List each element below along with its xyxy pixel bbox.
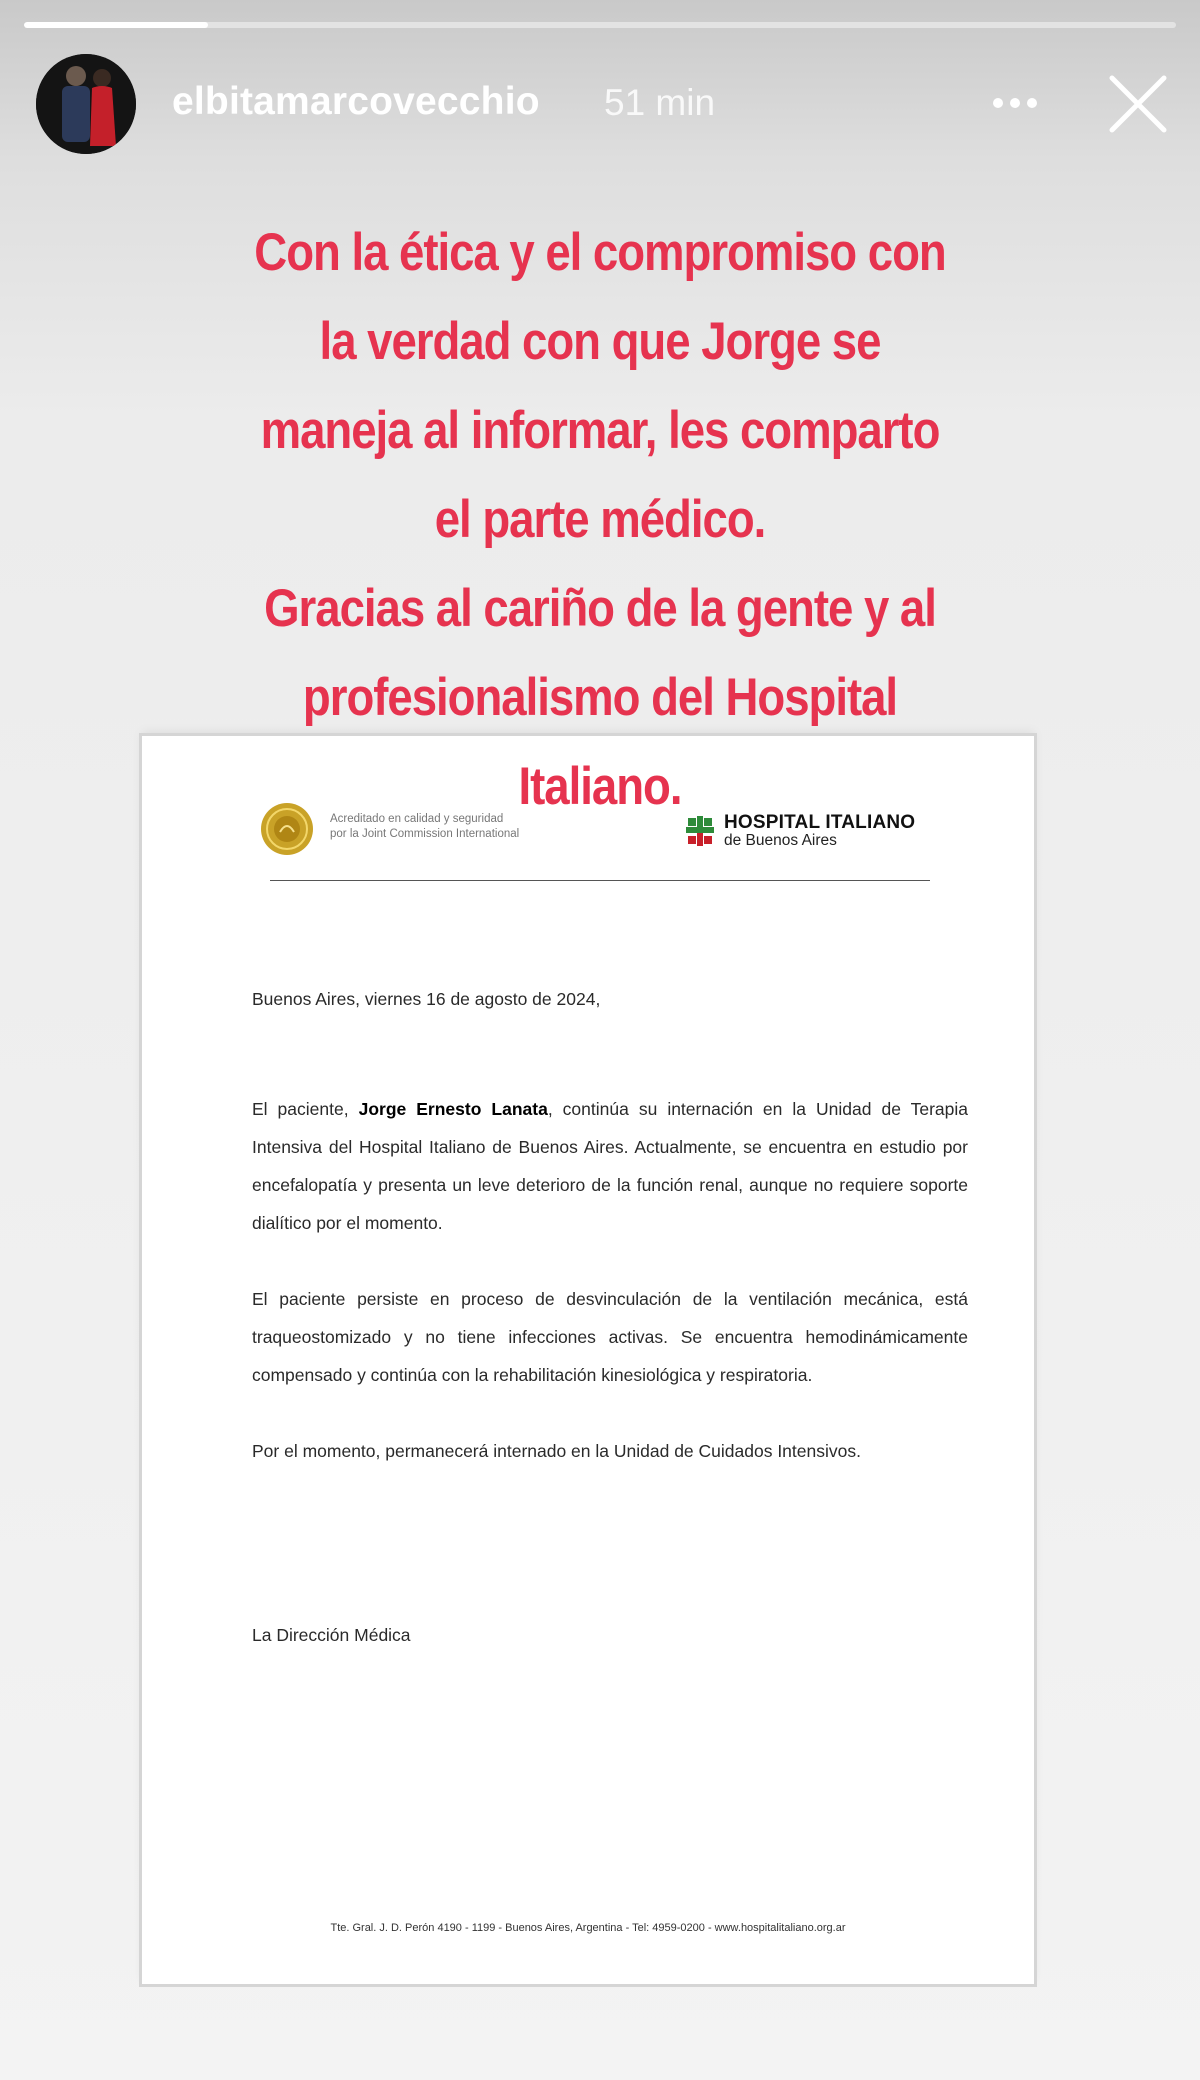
- report-date: Buenos Aires, viernes 16 de agosto de 2024,: [252, 989, 601, 1009]
- document-footer: Tte. Gral. J. D. Perón 4190 - 1199 - Buenos Aires, Argentina - Tel: 4959-0200 - www.hospitalitaliano.org.ar: [330, 1922, 846, 1934]
- close-button[interactable]: [1104, 70, 1172, 138]
- hospital-subtitle: de Buenos Aires: [724, 832, 837, 849]
- caption-line: Gracias al cariño de la gente y al: [264, 579, 936, 638]
- more-dot: [1010, 98, 1020, 108]
- more-horizontal-icon: [993, 98, 1003, 108]
- accreditation-line: por la Joint Commission International: [330, 828, 520, 840]
- para1-rest: , continúa su internación en la Unidad de Terapia Intensiva del Hospital Italiano de Buenos Aires. Actualmente, se encuentra en estudio por encefalopatía y presenta un leve deterioro de la función renal, aunque no requiere soporte dialítico por el momento.: [252, 1099, 968, 1233]
- story-caption: [230, 208, 970, 831]
- caption-line: maneja al informar, les comparto: [260, 401, 940, 460]
- caption-line: el parte médico.: [434, 490, 766, 549]
- time-ago: 51 min: [604, 82, 716, 123]
- hospital-name: HOSPITAL ITALIANO: [724, 812, 916, 833]
- medical-report-document: [142, 736, 1034, 1984]
- report-paragraph-3: Por el momento, permanecerá internado en la Unidad de Cuidados Intensivos.: [252, 1441, 861, 1461]
- story-progress-bar: [24, 22, 1176, 28]
- caption-line: Italiano.: [518, 757, 682, 816]
- report-paragraph-1: [252, 1090, 968, 1242]
- header-divider: [270, 880, 930, 881]
- more-options-button[interactable]: [980, 78, 1050, 128]
- close-icon: [1104, 70, 1172, 138]
- avatar[interactable]: [36, 54, 136, 154]
- accreditation-line: Acreditado en calidad y seguridad: [330, 813, 504, 825]
- story-progress-fill: [24, 22, 208, 28]
- caption-line: profesionalismo del Hospital: [302, 668, 898, 727]
- caption-line: la verdad con que Jorge se: [319, 312, 881, 371]
- more-dot: [1027, 98, 1037, 108]
- para1-prefix: El paciente,: [252, 1099, 359, 1119]
- caption-line: Con la ética y el compromiso con: [254, 223, 946, 282]
- report-paragraph-2: El paciente persiste en proceso de desvinculación de la ventilación mecánica, está traqueostomizado y no tiene infecciones activas. Se encuentra hemodinámicamente compensado y continúa con la rehabilitación kinesiológica y respiratoria.: [252, 1289, 968, 1385]
- patient-name: Jorge Ernesto Lanata: [358, 1099, 548, 1119]
- username[interactable]: elbitamarcovecchio: [172, 80, 540, 123]
- report-signature: La Dirección Médica: [252, 1625, 411, 1645]
